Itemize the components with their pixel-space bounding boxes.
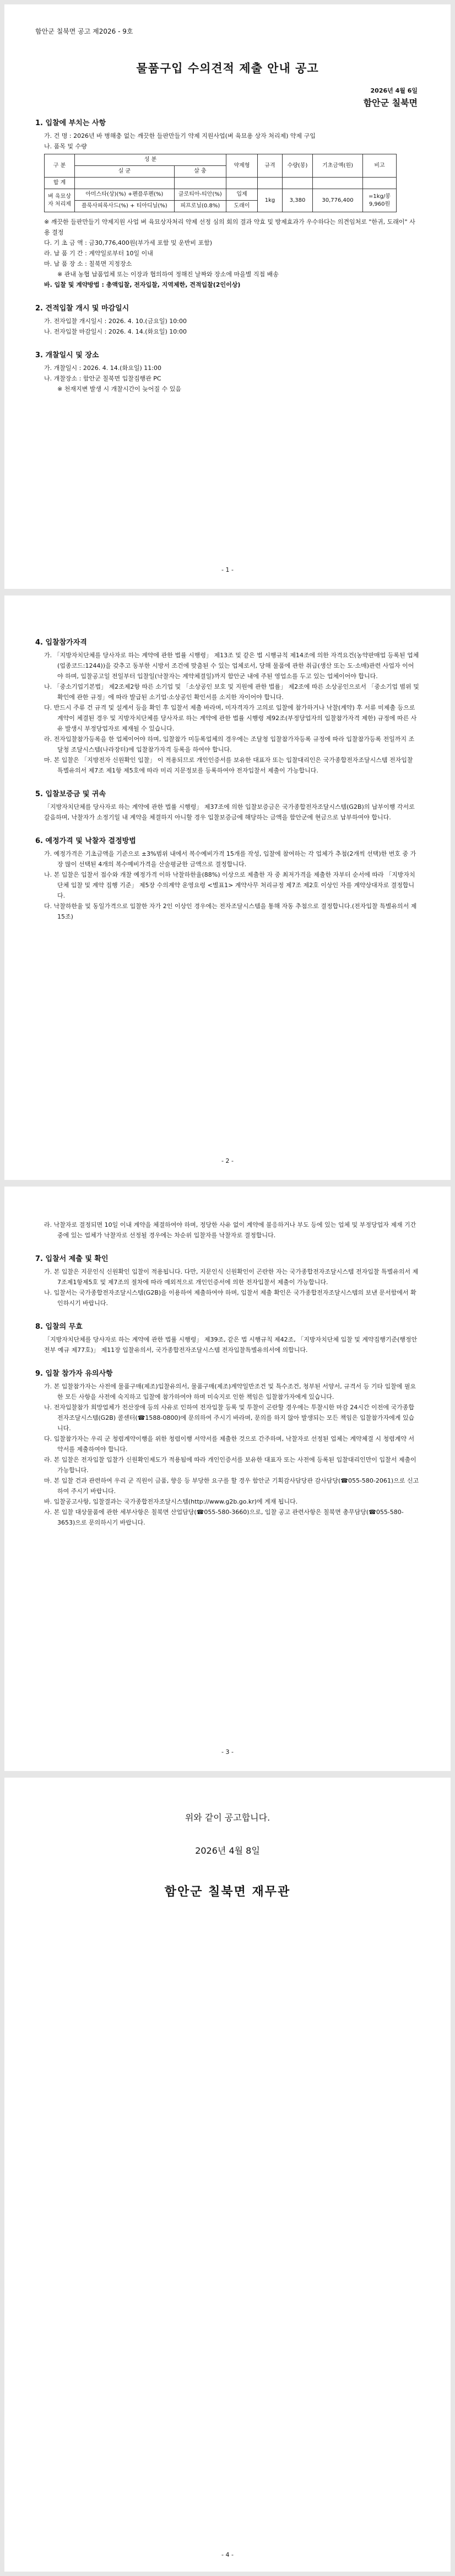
- row-qty: 3,380: [283, 189, 313, 212]
- section-6-heading: 6. 예정가격 및 낙찰자 결정방법: [35, 837, 136, 845]
- page-1: [4, 4, 451, 589]
- s4-ra: 라. 전자입찰참가등록을 한 업체이어야 하며, 입찰참가 미등록업체의 경우에는 조달청 입찰참가자등록 규정에 따라 입찰참가등록 전일까지 조달청 조달시스템(나라장터)에 입찰참가자격 등록을 하여야 합니다.: [44, 736, 415, 753]
- section-2-heading: 2. 견적입찰 개시 및 마감일시: [35, 304, 129, 313]
- row-basic2: 클로티아-티안(%): [174, 189, 226, 201]
- row-insect2: 플룩사피록사드(%) + 티아디닐(%): [75, 201, 175, 212]
- s9-sa: 사. 본 입찰 대상물품에 관한 세부사항은 칠북면 산업담당(☎055-580-3660)으로, 입찰 공고 관련사항은 칠북면 총무담당(☎055-580-3653)으로 문의하시기 바랍니다.: [44, 1509, 404, 1526]
- section-8-heading: 8. 입찰의 무효: [35, 1323, 83, 1331]
- s3-ga: 가. 개찰일시 : 2026. 4. 14.(화요일) 11:00: [44, 364, 161, 372]
- page-number: - 1 -: [221, 566, 234, 573]
- closing-signatory: 함안군 칠북면 재무관: [164, 1885, 291, 1899]
- s3-na: 나. 개찰장소 : 함안군 칠북면 입찰집행관 PC: [44, 375, 161, 382]
- s9-na: 나. 전자입찰참가 희망업체가 전산장애 등의 사유로 인하여 전자입찰 등록 및 투찰이 곤란할 경우에는 투찰시한 마감 24시간 이전에 국가종합전자조달시스템(G2B) 콜센터(☎1588-0800)에 문의하여 주시기 바라며, 문의를 하지 않아 발생되는 모든 책임은 입찰참가자에게 있습니다.: [44, 1404, 415, 1432]
- notice-date: 2026년 4월 6일: [370, 87, 418, 94]
- s2-na: 나. 전자입찰 마감일시 : 2026. 4. 14.(화요일) 10:00: [44, 328, 187, 335]
- page-3: [4, 1187, 451, 1771]
- th-spec: 성 분: [75, 154, 226, 166]
- closing-date: 2026년 4월 8일: [195, 1845, 260, 1856]
- s1-ma-note: ※ 관내 농협 납품업체 또는 이장과 협의하여 정해진 날짜와 장소에 마을별 직접 배송: [57, 271, 279, 278]
- page-1-body: [35, 109, 420, 394]
- s9-da: 다. 입찰참가자는 우리 군 청렴계약이행을 위한 청렴이행 서약서를 제출한 것으로 간주하며, 낙찰자로 선정된 업체는 계약체결 시 청렴계약 서약서를 제출하여야 합니다.: [44, 1435, 415, 1453]
- s1-da: 다. 기 초 금 액 : 금30,776,400원(부가세 포함 및 운반비 포함): [44, 239, 212, 246]
- s7-ga: 가. 본 입찰은 지문인식 신원확인 입찰이 적용됩니다. 다만, 지문인식 신원확인이 곤란한 자는 국가종합전자조달시스템 전자입찰 특별유의서 제7조제1항제5호 및 제7조의 절차에 따라 예외적으로 개인인증서에 의한 전자입찰서 제출이 가능합니다.: [44, 1268, 419, 1286]
- s4-da: 다. 반드시 주류 건 규격 및 설계서 등을 확인 후 입찰서 제출 바라며, 미자격자가 고의로 입찰에 참가하거나 낙찰(계약) 후 서류 미제출 등으로 계약이 체결된 경우 및 지방자치단체를 당사자로 하는 계약에 관한 법률 시행령 제92조(부정당업자의 입찰참가자격 제한) 규정에 따른 사유 발생시 부정당업자로 제재될 수 있습니다.: [44, 704, 417, 732]
- row-form2: 도래이: [226, 201, 258, 212]
- section-5-heading: 5. 입찰보증금 및 귀속: [35, 790, 106, 798]
- th-basic: 실 균: [75, 166, 175, 178]
- th-size: 규격: [258, 154, 283, 178]
- section-9-heading: 9. 입찰 참가자 유의사항: [35, 1370, 113, 1378]
- page-number: - 3 -: [221, 1748, 234, 1756]
- s6-ra: 라. 낙찰자로 결정되면 10일 이내 계약을 체결하여야 하며, 정당한 사유 없이 계약에 불응하거나 부도 등에 있는 업체 및 부정당업자 제재 기간 중에 있는 업체가 낙찰자로 선정될 경우에는 차순위 입찰자를 낙찰자로 결정합니다.: [44, 1221, 416, 1239]
- page-2-body: [35, 629, 420, 922]
- s6-da: 다. 낙찰하한율 및 동일가격으로 입찰한 자가 2인 이상인 경우에는 전자조달시스템을 통해 자동 추첨으로 결정합니다.(전자입찰 특별유의서 제15조): [44, 903, 417, 920]
- s4-na: 나. 「중소기업기본법」 제2조제2항 따른 소기업 및 「소상공인 보호 및 지원에 관한 법률」 제2조에 따른 소상공인으로서 「중소기업 범위 및 확인에 관한 규정」에 따라 발급된 소기업·소상공인 확인서를 소지한 자이어야 합니다.: [44, 683, 419, 701]
- page-3-body: [35, 1220, 420, 1528]
- s4-ma: 마. 본 입찰은 「지방전자 신원확인 입찰」 이 적용되므로 개인인증서를 보유한 대표자 또는 입찰대리인은 국가종합전자조달시스템 전자입찰 특별유의서 제7조 제1항 제5호에 따라 미리 지문정보를 등록하여야 전자입찰서 제출이 가능합니다.: [44, 756, 413, 774]
- row-size: 1kg: [258, 189, 283, 212]
- s1-ga: 가. 건 명 : 2026년 바 병해충 없는 깨끗한 들판만들기 약제 지원사업(벼 육묘용 상자 처리제) 약제 구입: [44, 132, 316, 139]
- s1-note1: ※ 깨끗한 들판만들기 약제지원 사업 벼 육묘상자처리 약제 선정 심의 회의 결과 약효 및 방제효과가 우수하다는 의견임처로 "한귀, 도래이" 사용 결정: [44, 218, 415, 236]
- s4-ga: 가. 「지방자치단체를 당사자로 하는 계약에 관한 법률 시행령」 제13조 및 같은 법 시행규칙 제14조에 의한 자격요건(농약판매업 등록된 업체(업종코드:1244))을 갖추고 동부한 시방서 조건에 맞춤된 수 있는 업체로서, 당해 물품에 관한 취급(생산 또는 도·소매)관련 사업자 이어야 하며, 입찰공고일 전일부터 입찰일(낙찰자는 계약체결일)까지 함안군 내에 주된 영업소를 두고 있는 업체이어야 합니다.: [44, 652, 419, 680]
- s6-na: 나. 본 입찰은 입찰서 접수와 개찰 예정가격 이하 낙찰하한율(88%) 이상으로 제출한 자 중 최저가격을 제출한 자부터 순서에 따라 「지방자치단체 입찰 및 계약 집행 기준」 제5장 수의계약 운영요령 <별표1> 계약사무 처리규정 제7조 제2호 이상인 자를 계약상대자로 결정합니다.: [44, 871, 415, 899]
- s1-ra: 라. 납 품 기 간 : 계약일로부터 10일 이내: [44, 250, 153, 257]
- s1-ma: 마. 납 품 장 소 : 칠북면 지정장소: [44, 260, 132, 267]
- row-type: 벼 육묘상자 처리제: [45, 189, 75, 212]
- s1-na: 나. 품목 및 수량: [44, 143, 87, 150]
- th-insect: 살 충: [174, 166, 226, 178]
- notice-issuer: 함안군 칠북면: [363, 98, 418, 108]
- s5-body: 「지방자치단체를 당사자로 하는 계약에 관한 법률 시행령」 제37조에 의한 입찰보증금은 국가종합전자조달시스템(G2B)의 납부이행 각서로 갈음하며, 낙찰자가 소정기일 내 계약을 체결하지 아니할 경우 입찰보증금에 해당하는 금액을 함안군에 현금으로 납부하여야 합니다.: [44, 803, 415, 821]
- section-3-heading: 3. 개찰일시 및 장소: [35, 351, 99, 359]
- th-form: 약제형: [226, 154, 258, 178]
- closing-statement: 위와 같이 공고합니다.: [185, 1812, 270, 1823]
- th-note: 비고: [363, 154, 397, 178]
- s9-ra: 라. 본 입찰은 전자입찰 입찰가 신원확인제도가 적용됨에 따라 개인인증서를 보유한 대표자 또는 사전에 등록된 입찰대리인만이 입찰서 제출이 가능합니다.: [44, 1456, 416, 1474]
- row-price: 30,776,400: [313, 189, 363, 212]
- s8-body: 「지방자치단체를 당사자로 하는 계약에 관한 법률 시행령」 제39조, 같은 법 시행규칙 제42조, 「지방자치단체 입찰 및 계약집행기준(행정안전부 예규 제77호)」 제11장 입찰유의서, 국가종합전자조달시스템 전자입찰특별유의서에 의합니다.: [44, 1336, 418, 1354]
- notice-title: 물품구입 수의견적 제출 안내 공고: [136, 62, 319, 75]
- section-7-heading: 7. 입찰서 제출 및 확인: [35, 1255, 109, 1263]
- notice-number: 함안군 칠북면 공고 제2026 - 9호: [35, 28, 133, 35]
- th-qty: 수량(봉): [283, 154, 313, 178]
- s9-ma: 마. 본 입찰 건과 관련하여 우리 군 직원이 금품, 향응 등 부당한 요구를 할 경우 함안군 기획감사담당관 감사담당(☎055-580-2061)으로 신고하여 주시기 바랍니다.: [44, 1477, 419, 1495]
- s1-ba: 바. 입찰 및 계약방법 : 총액입찰, 전자입찰, 지역제한, 견적입찰(2인이상): [44, 281, 241, 288]
- section-4-heading: 4. 입찰참가자격: [35, 638, 87, 647]
- th-price: 기초금액(원): [313, 154, 363, 178]
- s2-ga: 가. 전자입찰 개시일시 : 2026. 4. 10.(금요일) 10:00: [44, 318, 187, 325]
- s9-ba[interactable]: 바. 입찰공고사항, 입찰결과는 국가종합전자조달시스템(http://www.g2b.go.kr)에 게재 됩니다.: [44, 1498, 298, 1505]
- s3-note: ※ 천재지변 발생 시 개찰시간이 늦어질 수 있음: [57, 385, 181, 393]
- s7-na: 나. 입찰서는 국가종합전자조달시스템(G2B)을 이용하여 제출하여야 하며, 입찰서 제출 확인은 국가종합전자조달시스템의 보낸 문서함에서 확인하시기 바랍니다.: [44, 1289, 416, 1307]
- page-4: [4, 1778, 451, 2572]
- s6-ga: 가. 예정가격은 기초금액을 기준으로 ±3%범위 내에서 복수예비가격 15개를 작성, 입찰에 참여하는 각 업체가 추첨(2개씩 선택)한 번호 중 가장 많이 선택된 4개의 복수예비가격을 산술평균한 금액으로 결정합니다.: [44, 850, 416, 868]
- row-basic: 아미스타(상)(%) +펜플루펜(%): [75, 189, 175, 201]
- items-table: [44, 154, 397, 212]
- total-label: 합 계: [45, 178, 75, 189]
- page-2: [4, 595, 451, 1180]
- row-insect3: 피프로닐(0.8%): [174, 201, 226, 212]
- row-note: =1kg/봉 9,960원: [363, 189, 397, 212]
- section-1-heading: 1. 입찰에 부치는 사항: [35, 119, 106, 127]
- page-number: - 2 -: [221, 1157, 234, 1164]
- row-form: 입제: [226, 189, 258, 201]
- th-divide: 구 분: [45, 154, 75, 178]
- page-number: - 4 -: [221, 2551, 234, 2558]
- s9-ga: 가. 본 입찰참가자는 사전에 물품구매(제조)입찰유의서, 물품구매(제조)계약일반조건 및 특수조건, 청부된 서양서, 규격서 등 기타 입찰에 필요한 모든 사항을 사전에 숙지하고 입찰에 참가하여야 하며 미숙지로 인한 책임은 입찰참가자에게 있습니다.: [44, 1383, 416, 1400]
